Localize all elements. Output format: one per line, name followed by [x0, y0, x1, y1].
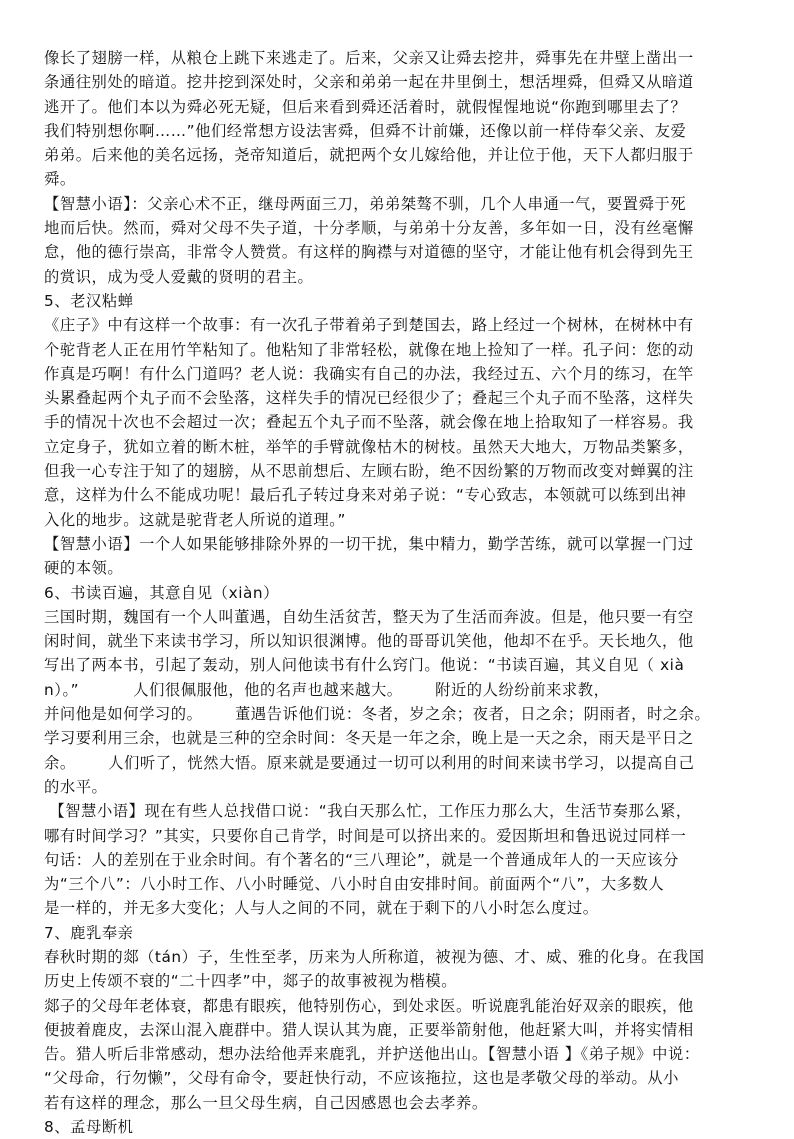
wisdom-note-line: 【智慧小语】现在有些人总找借口说：“我白天那么忙，工作压力那么大，生活节奏那么紧，	[44, 802, 692, 821]
wisdom-note-line: 【智慧小语】：父亲心术不正，继母两面三刀，弟弟桀骜不驯，几个人串通一气，要置舜于死	[44, 194, 687, 213]
text-line: 余。 人们听了，恍然大悟。原来就是要通过一切可以利用的时间来读书学习，以提高自己	[44, 753, 695, 772]
text-line: 立定身子，犹如立着的断木桩，举竿的手臂就像枯木的树枝。虽然天大地大，万物品类繁多，	[44, 437, 694, 456]
text-line: 弟弟。后来他的美名远扬，尧帝知道后，就把两个女儿嫁给他，并让位于他，天下人都归服于	[44, 146, 694, 165]
text-line: 地而后快。然而，舜对父母不失子道，十分孝顺，与弟弟十分友善，多年如一日，没有丝毫懈	[44, 219, 694, 238]
text-line: 像长了翅膀一样，从粮仓上跳下来逃走了。后来，父亲又让舜去挖井，舜事先在井壁上凿出一	[44, 49, 694, 67]
text-line: 手的情况十次也不会超过一次；叠起五个丸子而不坠落，就会像在地上拾取知了一样容易。我	[44, 413, 694, 432]
text-line: 告。猎人听后非常感动，想办法给他弄来鹿乳，并护送他出山。【智慧小语 】《弟子规》中说：	[44, 1045, 700, 1064]
text-line: 的赏识，成为受人爱戴的贤明的君主。	[44, 267, 314, 286]
text-line: “父母命，行勿懒”，父母有命令，要赶快行动，不应该拖拉，这也是孝敬父母的举动。从小	[44, 1069, 679, 1088]
text-line: 历史上传颂不衰的“二十四孝”中，郯子的故事被视为楷模。	[44, 972, 458, 991]
wisdom-note-line: 【智慧小语】一个人如果能够排除外界的一切干扰，集中精力，勤学苦练，就可以掌握一门过	[44, 534, 694, 553]
text-line: 若有这样的理念，那么一旦父母生病，自己因感恩也会去孝养。	[44, 1093, 488, 1112]
text-line: 是一样的，并无多大变化；人与人之间的不同，就在于剩下的八小时怎么度过。	[44, 899, 599, 918]
text-line: 意，这样为什么不能成功呢！最后孔子转过身来对弟子说：“专心致志，本领就可以练到出神	[44, 486, 687, 505]
text-line: 头累叠起两个丸子而不会坠落，这样失手的情况已经很少了；叠起三个丸子而不坠落，这样失	[44, 389, 694, 408]
text-line: n）。” 人们很佩服他，他的名声也越来越大。 附近的人纷纷前来求教，	[44, 680, 610, 699]
text-line: 闲时间，就坐下来读书学习，所以知识很渊博。他的哥哥讥笑他，他却不在乎。天长地久，他	[44, 632, 694, 651]
section-heading: 5、老汉粘蝉	[44, 291, 134, 310]
text-line: 并问他是如何学习的。 董遇告诉他们说：冬者，岁之余；夜者，日之余；阴雨者，时之余。	[44, 705, 711, 724]
text-line: 为“三个八”：八小时工作、八小时睡觉、八小时自由安排时间。前面两个“八”，大多数人	[44, 875, 665, 894]
text-line: 个驼背老人正在用竹竿粘知了。他粘知了非常轻松，就像在地上捡知了一样。孔子问：您的动	[44, 340, 694, 359]
text-line: 句话：人的差别在于业余时间。有个著名的“三八理论”，就是一个普通成年人的一天应该分	[44, 850, 679, 869]
text-line: 逃开了。他们本以为舜必死无疑，但后来看到舜还活着时，就假惺惺地说“你跑到哪里去了？	[44, 97, 687, 116]
text-line: 写出了两本书，引起了轰动，别人问他读书有什么窍门。他说：“书读百遍，其义自见（ xià	[44, 656, 685, 675]
text-line: 入化的地步。这就是驼背老人所说的道理。”	[44, 510, 346, 529]
text-line: 但我一心专注于知了的翅膀，从不思前想后、左顾右盼，绝不因纷繁的万物而改变对蝉翼的注	[44, 462, 694, 481]
text-line: 我们特别想你啊……”他们经常想方设法害舜，但舜不计前嫌，还像以前一样侍奉父亲、友爱	[44, 121, 687, 140]
text-line: 条通往别处的暗道。挖井挖到深处时，父亲和弟弟一起在井里倒土，想活埋舜，但舜又从暗道	[44, 73, 694, 92]
document-page	[44, 46, 766, 1139]
text-line: 便披着鹿皮，去深山混入鹿群中。猎人误认其为鹿，正要举箭射他，他赶紧大叫，并将实情相	[44, 1020, 694, 1039]
text-line: 哪有时间学习？”其实，只要你自己肯学，时间是可以挤出来的。爱因斯坦和鲁迅说过同样一	[44, 826, 687, 845]
text-line: 舜。	[44, 170, 76, 189]
text-line: 三国时期，魏国有一个人叫董遇，自幼生活贫苦，整天为了生活而奔波。但是，他只要一有空	[44, 607, 694, 626]
section-heading: 8、孟母断机	[44, 1118, 134, 1137]
section-heading: 7、鹿乳奉亲	[44, 923, 134, 942]
text-line: 春秋时期的郯（tán）子，生性至孝，历来为人所称道，被视为德、才、威、雅的化身。在我国	[44, 947, 705, 966]
text-line: 学习要利用三余，也就是三种的空余时间：冬天是一年之余，晚上是一天之余，雨天是平日之	[44, 729, 694, 748]
text-line: 怠，他的德行崇高，非常令人赞赏。有这样的胸襟与对道德的坚守，才能让他有机会得到先王	[44, 243, 694, 262]
text-line: 作真是巧啊！有什么门道吗？老人说：我确实有自己的办法，我经过五、六个月的练习，在竿	[44, 364, 694, 383]
section-heading: 6、书读百遍，其意自见（xiàn）	[44, 583, 280, 602]
text-line: 郯子的父母年老体衰，都患有眼疾，他特别伤心，到处求医。听说鹿乳能治好双亲的眼疾，他	[44, 996, 694, 1015]
text-line: 硬的本领。	[44, 559, 124, 578]
text-line: 《庄子》中有这样一个故事：有一次孔子带着弟子到楚国去，路上经过一个树林，在树林中有	[44, 316, 694, 335]
text-line: 的水平。	[44, 777, 108, 796]
